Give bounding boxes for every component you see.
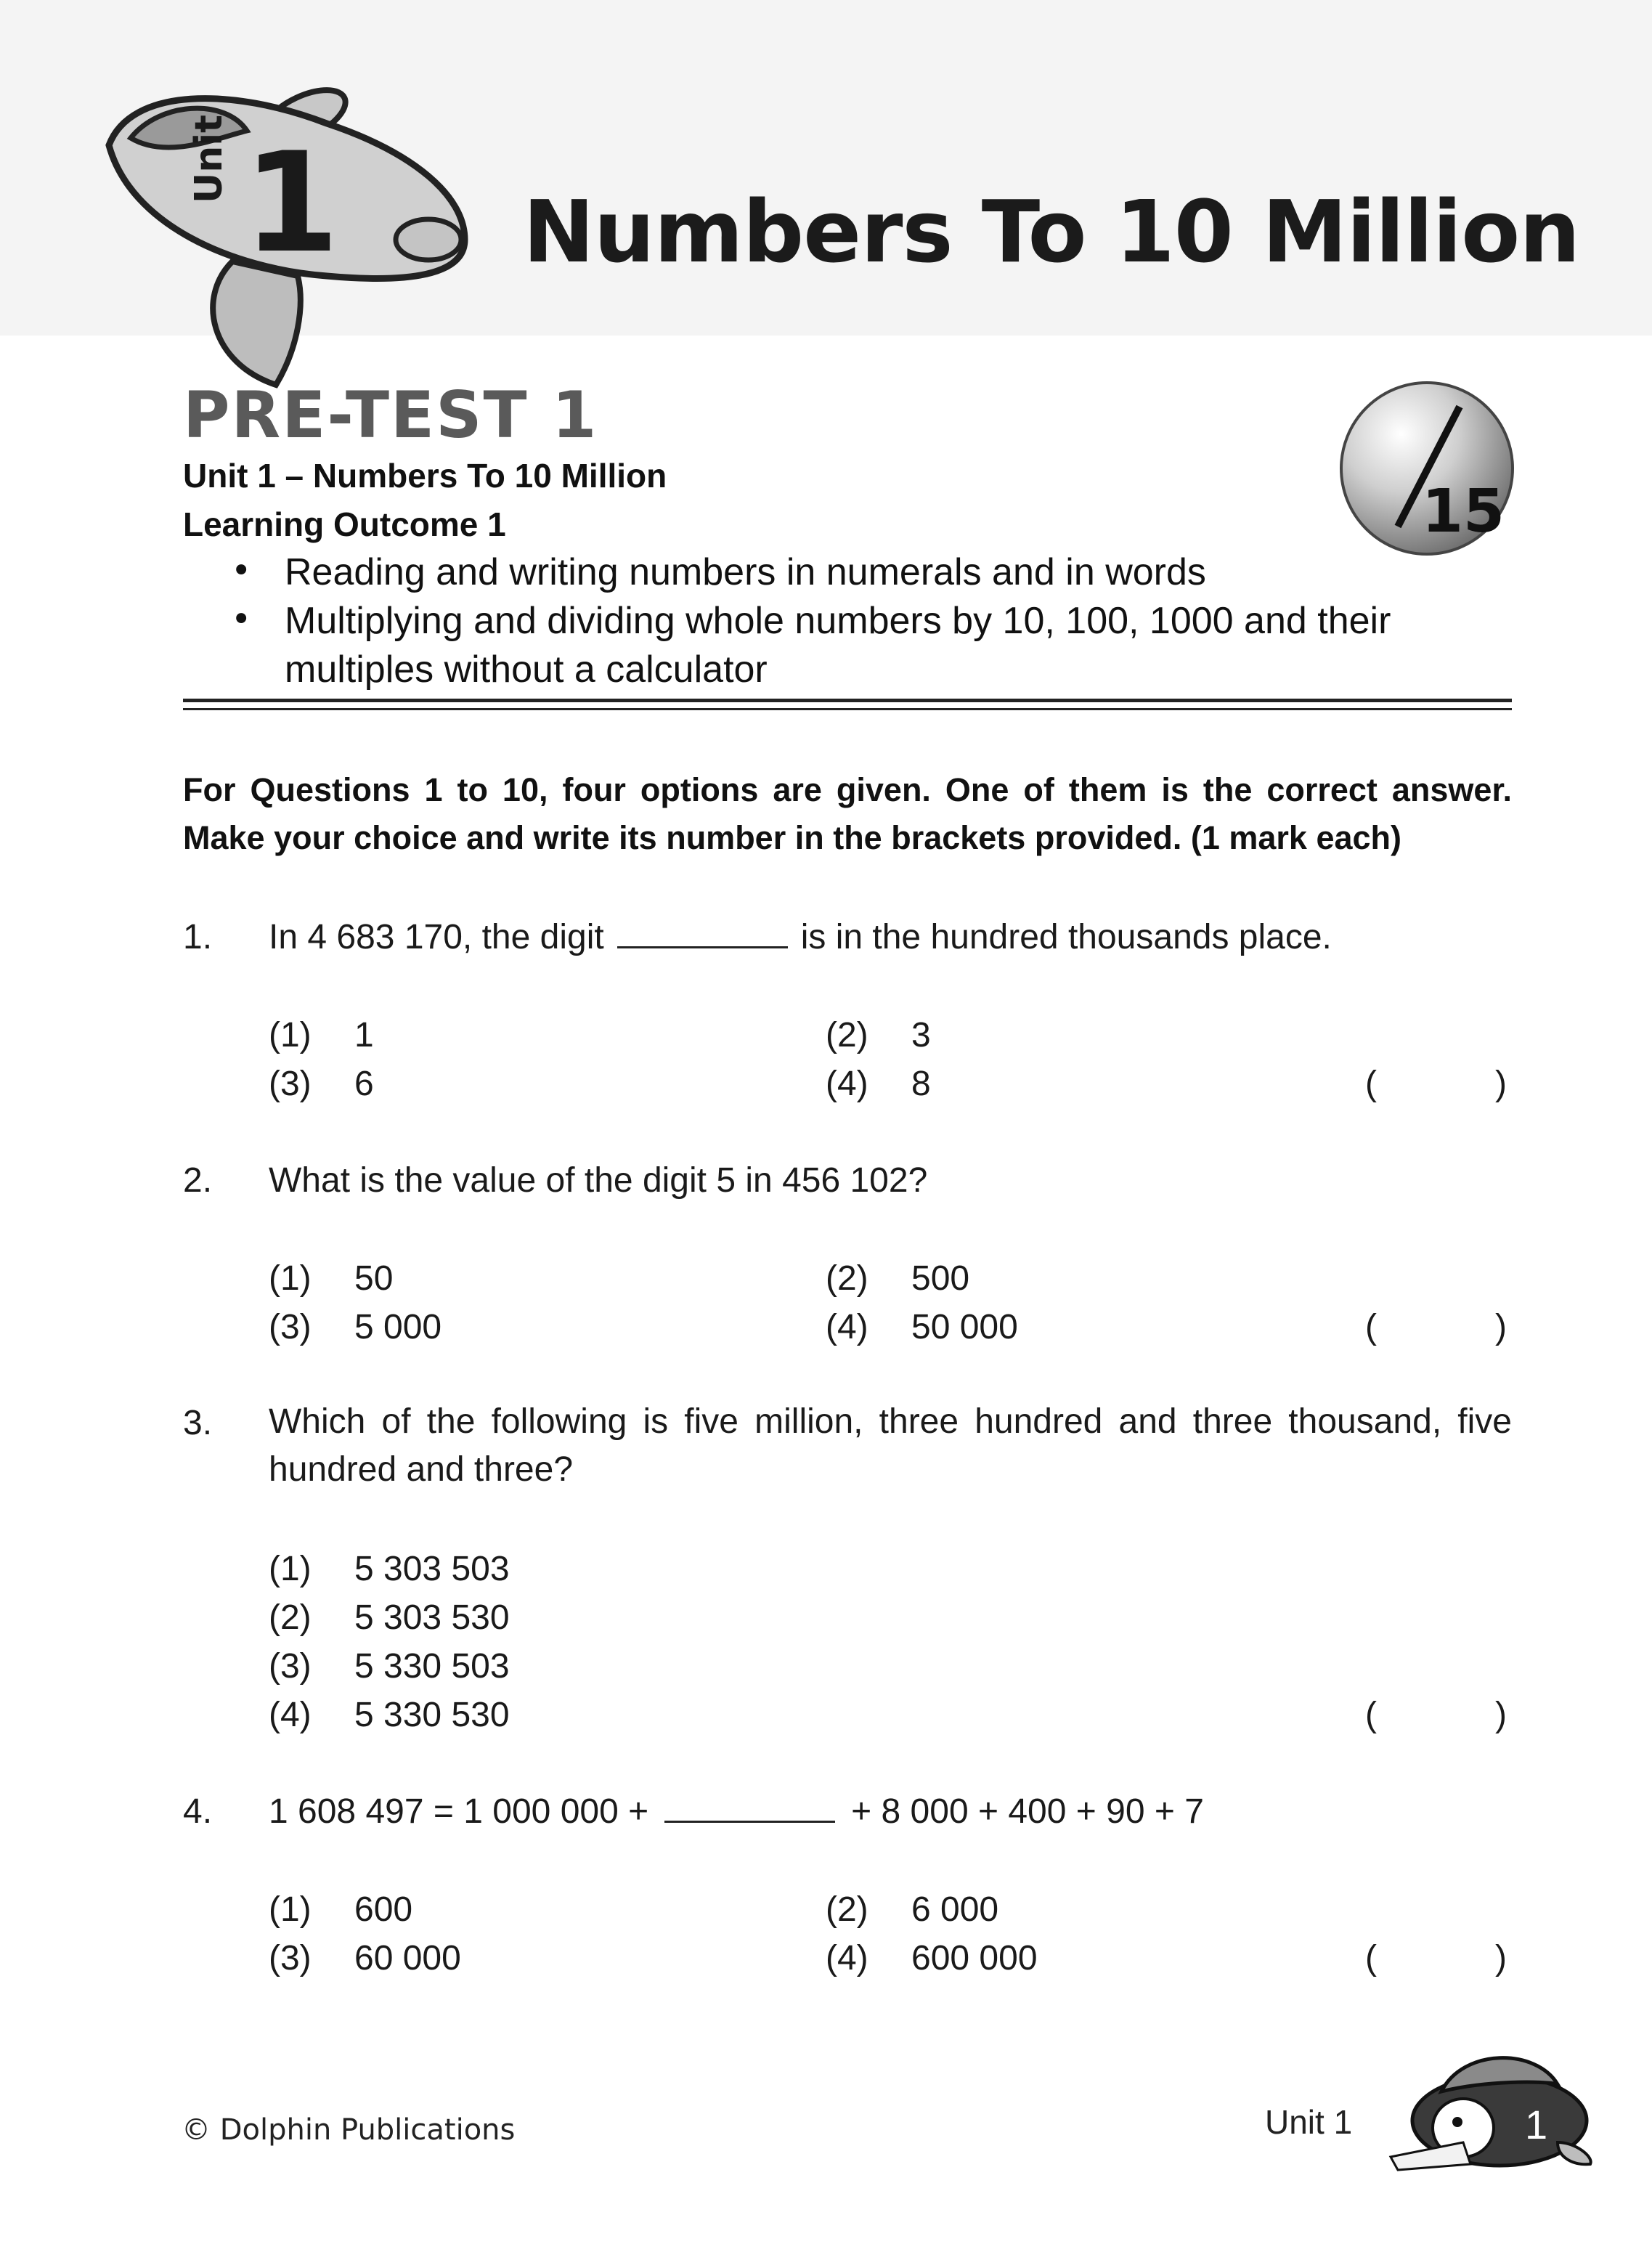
option-label: (1) [269,1259,312,1298]
airplane-unit-badge [87,58,494,392]
option-value: 1 [354,1016,374,1054]
page-title: Numbers To 10 Million [523,182,1580,282]
question-number: 1. [183,918,213,956]
option-value: 6 000 [911,1890,999,1929]
option-value: 3 [911,1016,931,1054]
question-text: 1 608 497 = 1 000 000 + + 8 000 + 400 + 90 + 7 [269,1792,1204,1831]
option-value: 500 [911,1259,970,1298]
question-number: 4. [183,1792,213,1831]
option-value: 600 [354,1890,413,1929]
option-value: 50 [354,1259,394,1298]
unit-badge-number: 1 [243,123,340,283]
footer-unit-label: Unit 1 [1265,2103,1353,2141]
option-label: (4) [826,1308,868,1346]
score-total: 15 [1422,477,1505,546]
option-label: (3) [269,1647,312,1686]
bullet-text: Reading and writing numbers in numerals and in words [285,551,1206,593]
option-value: 5 303 530 [354,1598,510,1637]
option-label: (4) [826,1065,868,1103]
option-value: 8 [911,1065,931,1103]
pretest-title: PRE-TEST 1 [183,378,598,452]
instructions: For Questions 1 to 10, four options are given. One of them is the correct answer. Make your choice and write its number in the brackets provided. (1 mark each) [183,771,1512,856]
question-number: 2. [183,1161,213,1200]
bullet-dot: • [231,599,252,640]
question-text: What is the value of the digit 5 in 456 102? [269,1161,928,1200]
bullet-text-continued: multiples without a calculator [285,649,768,691]
option-label: (2) [826,1890,868,1929]
bullet-dot: • [231,550,252,591]
option-label: (3) [269,1308,312,1346]
question-number: 3. [183,1404,213,1442]
option-label: (3) [269,1939,312,1977]
option-label: (2) [826,1259,868,1298]
answer-blank[interactable] [617,920,788,948]
page-number: 1 [1525,2102,1548,2147]
learning-outcome-heading: Learning Outcome 1 [183,505,506,543]
option-label: (1) [269,1550,312,1588]
option-label: (4) [269,1696,312,1734]
option-value: 5 330 530 [354,1696,510,1734]
option-label: (3) [269,1065,312,1103]
divider-line-thin [183,708,1512,710]
option-label: (2) [826,1016,868,1054]
bullet-text: Multiplying and dividing whole numbers by 10, 100, 1000 and their [285,600,1391,642]
option-value: 600 000 [911,1939,1038,1977]
option-value: 5 303 503 [354,1550,510,1588]
option-value: 5 330 503 [354,1647,510,1686]
option-value: 6 [354,1065,374,1103]
divider-line [183,699,1512,702]
option-label: (4) [826,1939,868,1977]
option-value: 60 000 [354,1939,461,1977]
question-text: In 4 683 170, the digit is in the hundred thousands place. [269,918,1332,956]
option-value: 5 000 [354,1308,442,1346]
option-label: (1) [269,1016,312,1054]
question-text: Which of the following is five million, three hundred and three thousand, five hundred and three? [269,1402,1512,1489]
unit-badge-word: Unit [187,115,231,203]
penguin-mascot-icon [1376,2041,1598,2171]
option-label: (2) [269,1598,312,1637]
option-value: 50 000 [911,1308,1018,1346]
unit-subheading: Unit 1 – Numbers To 10 Million [183,457,667,495]
copyright-notice: © Dolphin Publications [182,2113,516,2147]
option-label: (1) [269,1890,312,1929]
answer-blank[interactable] [664,1794,835,1823]
score-ball [1336,378,1518,559]
